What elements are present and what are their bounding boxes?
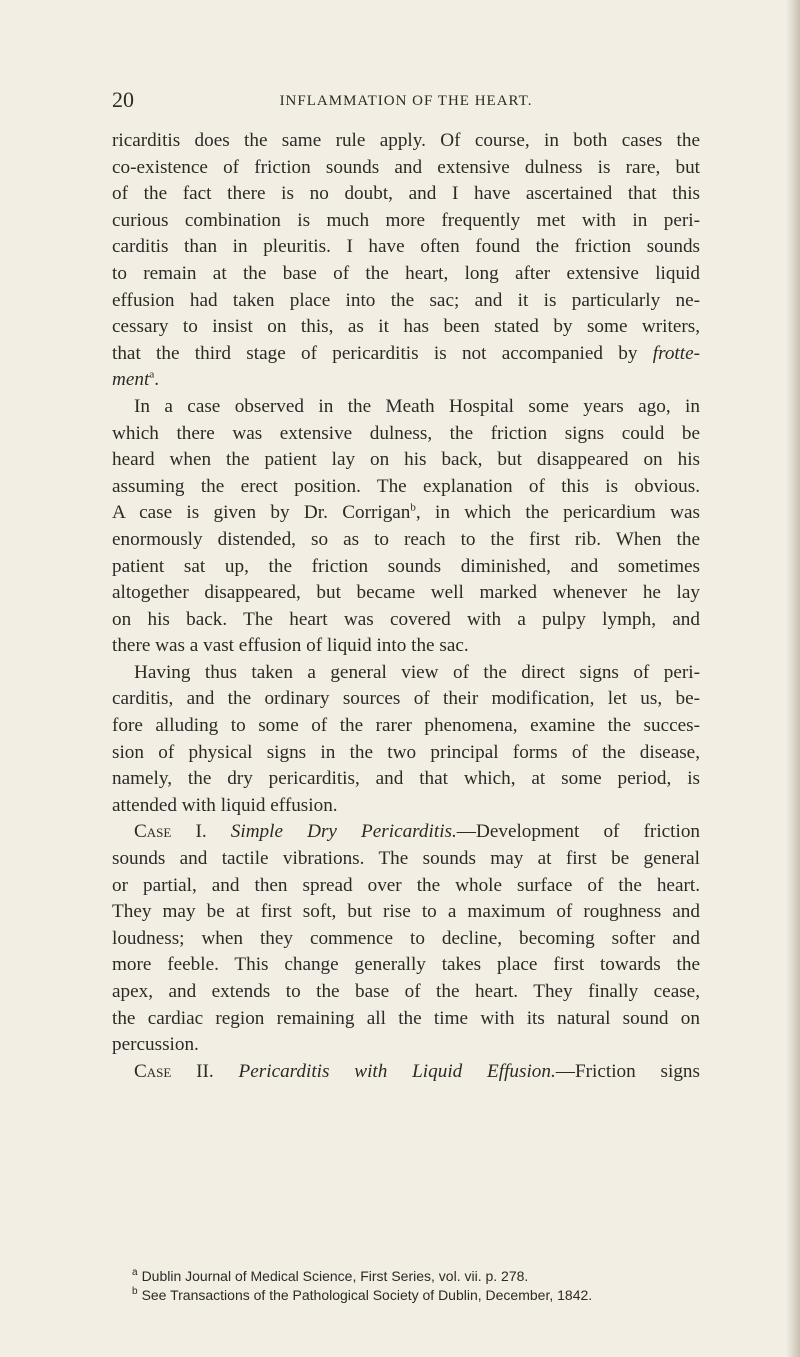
text-line: namely, the dry pericarditis, and that which, at some period, is <box>112 768 700 790</box>
footnote-mark: a <box>132 1267 138 1279</box>
footnote-text: See Transactions of the Pathological Society of Dublin, December, 1842. <box>141 1287 593 1303</box>
text-run: , in which the pericardium was <box>415 502 700 524</box>
text-line <box>112 500 700 527</box>
text-line: sion of physical signs in the two principal forms of the disease, <box>112 741 700 763</box>
text-line: assuming the erect position. The explanation of this is obvious. <box>112 475 700 497</box>
text-line: the cardiac region remaining all the time with its natural sound on <box>112 1007 700 1029</box>
text-line: patient sat up, the friction sounds diminished, and sometimes <box>112 555 700 577</box>
text-line: more feeble. This change generally takes place first towards the <box>112 954 700 976</box>
text-line: carditis than in pleuritis. I have often found the friction sounds <box>112 236 700 258</box>
text-line: to remain at the base of the heart, long after extensive liquid <box>112 262 700 284</box>
text-line <box>112 1059 700 1086</box>
text-line: on his back. The heart was covered with a pulpy lymph, and <box>112 608 700 630</box>
text-run: . <box>154 369 159 391</box>
footnote-text: Dublin Journal of Medical Science, First Series, vol. vii. p. 278. <box>141 1268 529 1284</box>
page-header <box>112 88 700 112</box>
case-label: Case I. <box>134 821 207 843</box>
footnote-b <box>112 1286 700 1305</box>
text-line: of the fact there is no doubt, and I have ascertained that this <box>112 183 700 205</box>
text-line: They may be at first soft, but rise to a maximum of roughness and <box>112 901 700 923</box>
text-line: enormously distended, so as to reach to the first rib. When the <box>112 528 700 550</box>
text-run: A case is given by Dr. Corrigan <box>112 502 411 524</box>
text-line: altogether disappeared, but became well marked whenever he lay <box>112 582 700 604</box>
case-title: Pericarditis with Liquid Effusion. <box>238 1060 556 1082</box>
text-line <box>112 341 700 368</box>
footnote-mark: b <box>132 1286 138 1298</box>
text-run: —Development of friction <box>456 821 701 843</box>
body-text <box>112 128 700 1085</box>
text-line <box>112 819 700 846</box>
text-line: sounds and tactile vibrations. The sounds may at first be general <box>112 848 700 870</box>
text-line: fore alluding to some of the rarer phenomena, examine the succes- <box>112 715 700 737</box>
footnote-ref-b[interactable]: b <box>410 501 416 514</box>
text-line: percussion. <box>112 1034 199 1056</box>
text-line: loudness; when they commence to decline, becoming softer and <box>112 927 700 949</box>
text-line: attended with liquid effusion. <box>112 794 338 816</box>
text-line: or partial, and then spread over the whole surface of the heart. <box>112 874 700 896</box>
italic-term: ment <box>112 369 150 391</box>
text-line: cessary to insist on this, as it has been stated by some writers, <box>112 316 700 338</box>
case-label: Case II. <box>134 1060 214 1082</box>
page-number: 20 <box>112 87 134 112</box>
footnotes <box>112 1267 700 1305</box>
text-line: co-existence of friction sounds and extensive dulness is rare, but <box>112 156 700 178</box>
text-run: —Friction signs <box>555 1060 700 1082</box>
case-title: Simple Dry Pericarditis. <box>230 821 457 843</box>
text-line: apex, and extends to the base of the heart. They finally cease, <box>112 981 700 1002</box>
text-line: carditis, and the ordinary sources of their modification, let us, be- <box>112 688 700 710</box>
text-line <box>112 367 700 394</box>
text-run: that the third stage of pericarditis is not accompanied by <box>112 342 653 364</box>
text-line: ricarditis does the same rule apply. Of course, in both cases the <box>112 130 700 151</box>
footnote-ref-a[interactable]: a <box>149 368 155 381</box>
text-line: heard when the patient lay on his back, but disappeared on his <box>112 449 700 471</box>
text-line: which there was extensive dulness, the friction signs could be <box>112 422 700 444</box>
footnote-a <box>112 1267 700 1286</box>
text-line: In a case observed in the Meath Hospital some years ago, in <box>134 395 700 417</box>
text-line: curious combination is much more frequently met with in peri- <box>112 209 700 231</box>
text-line: Having thus taken a general view of the direct signs of peri- <box>134 661 700 683</box>
italic-term: frotte- <box>652 342 700 364</box>
text-line: there was a vast effusion of liquid into the sac. <box>112 635 469 657</box>
running-title: INFLAMMATION OF THE HEART. <box>279 93 533 109</box>
text-line: effusion had taken place into the sac; and it is particularly ne- <box>112 289 700 311</box>
